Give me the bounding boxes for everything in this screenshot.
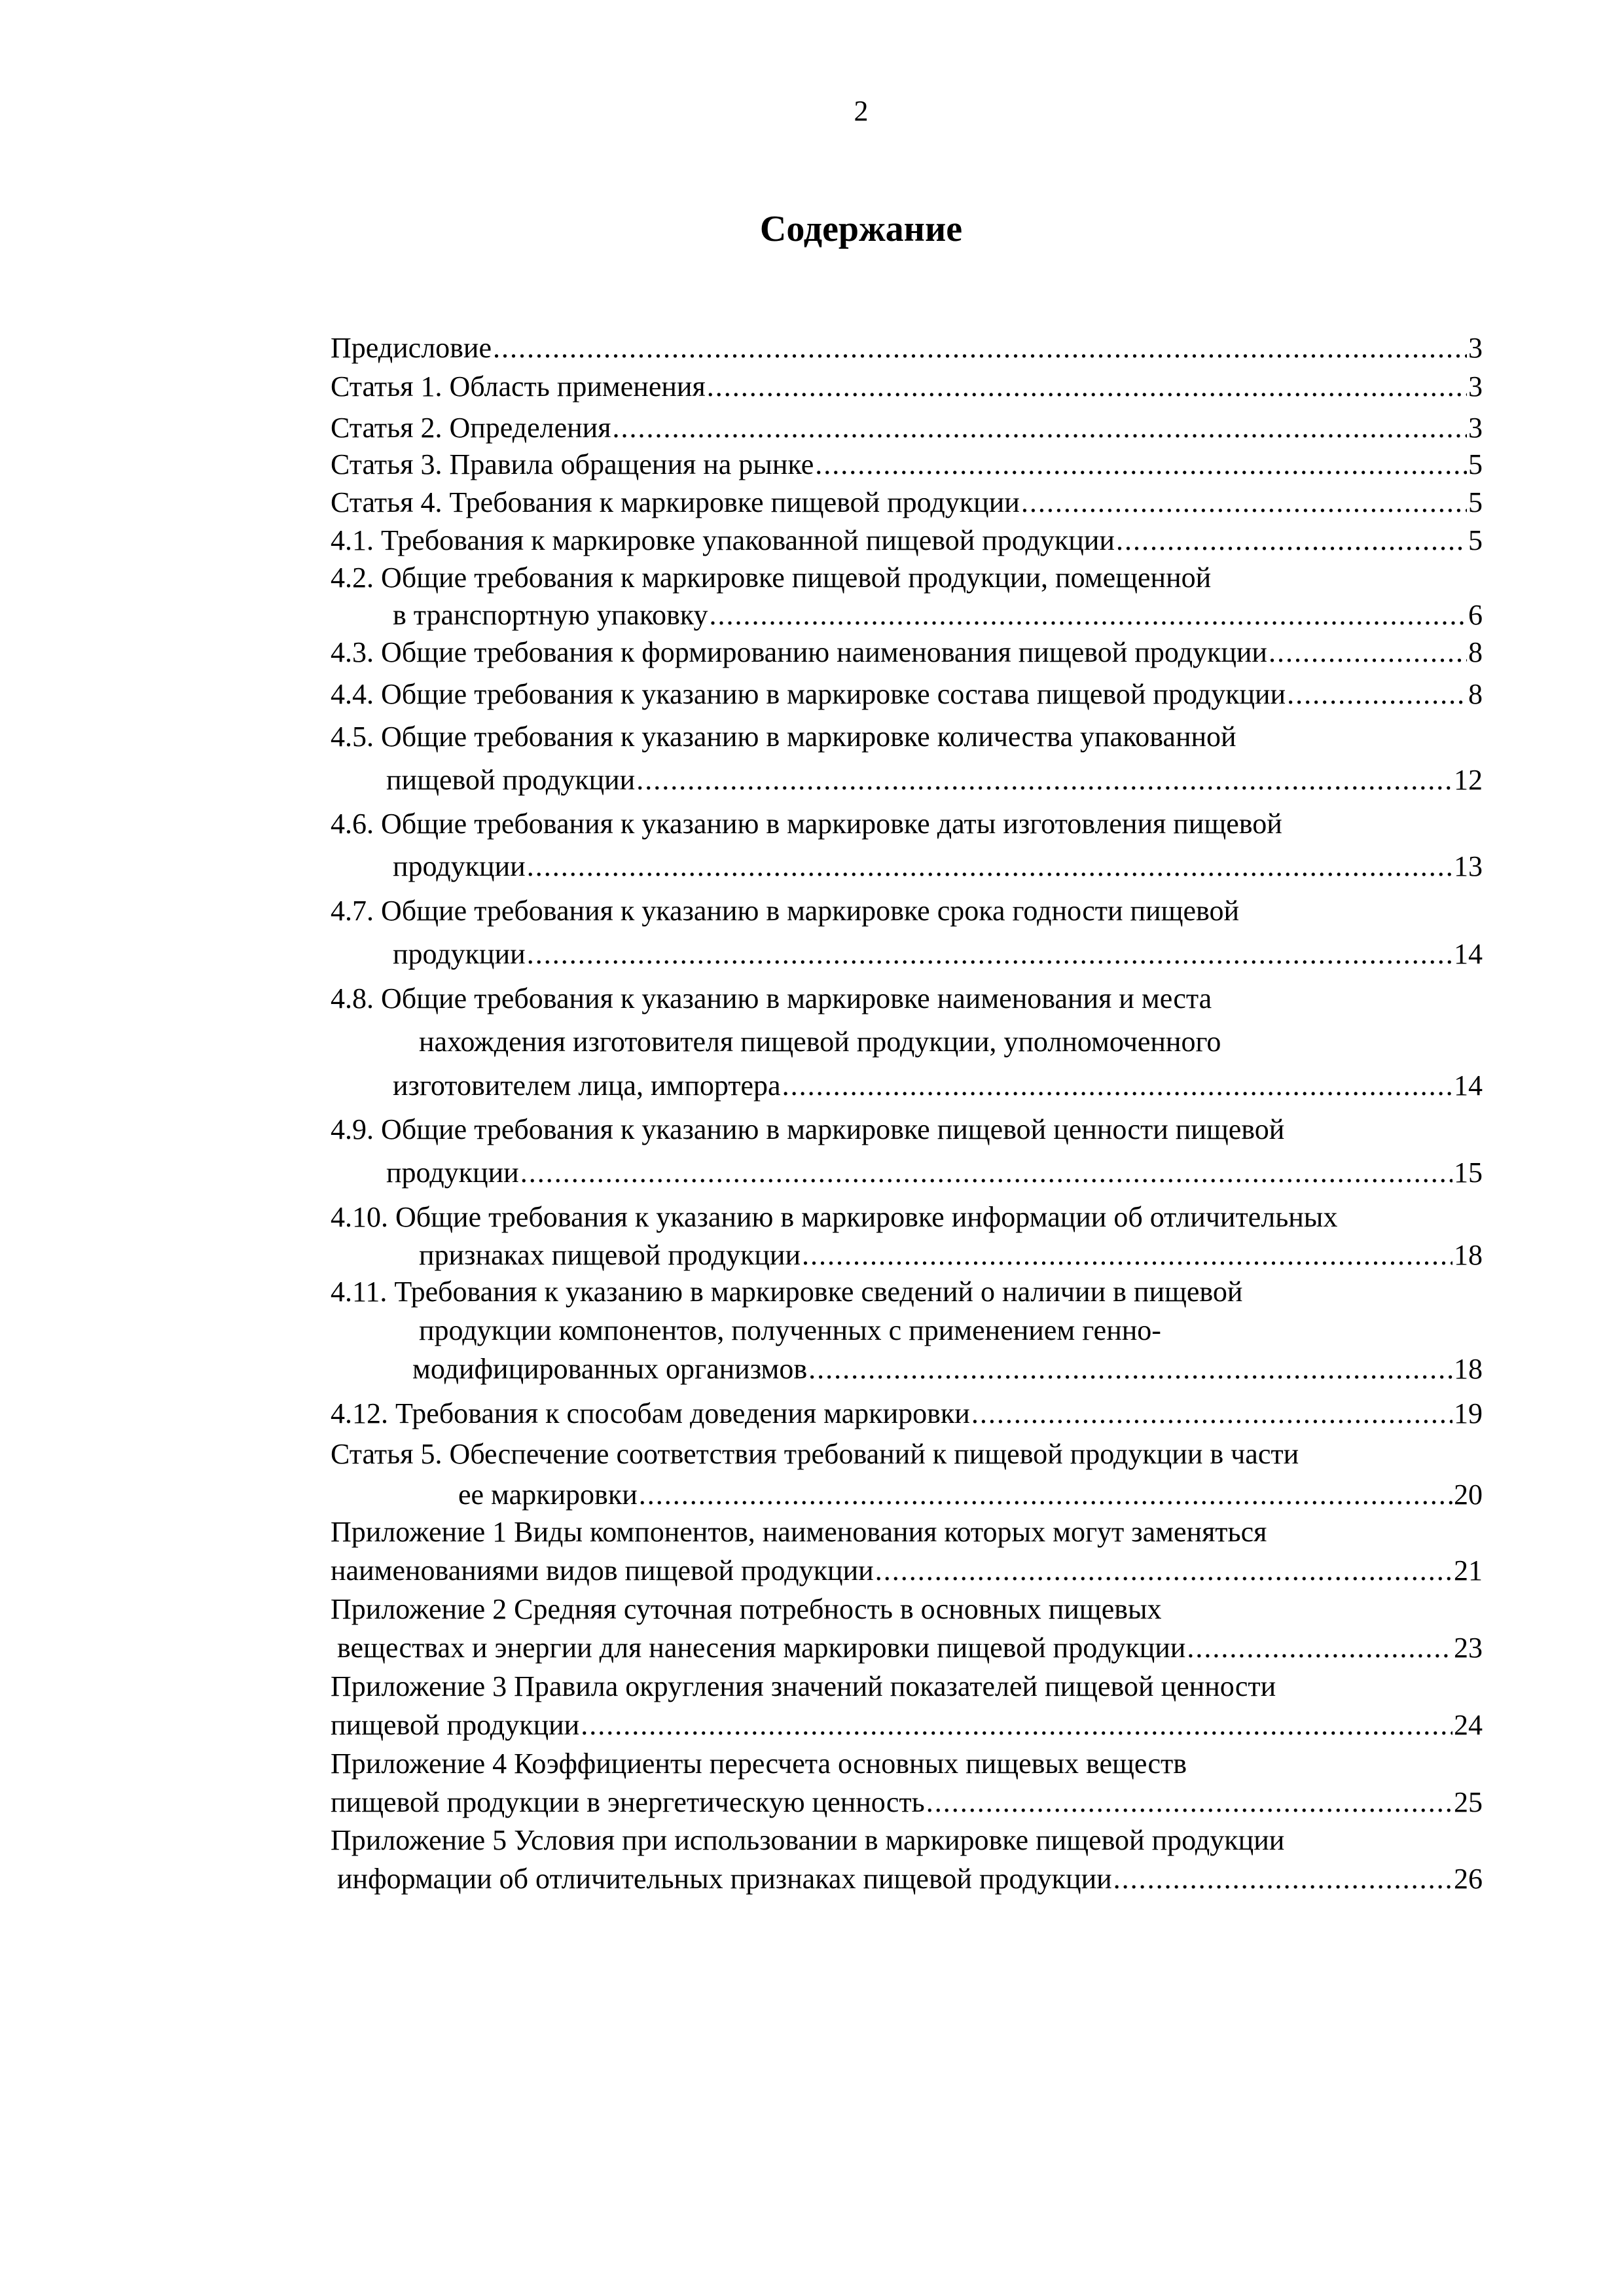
- dot-leader: [1187, 1634, 1453, 1662]
- toc-entry: [393, 940, 1483, 969]
- toc-entry-line: [331, 1595, 1162, 1624]
- toc-entry-title: продукции: [393, 850, 526, 882]
- toc-entry: [331, 372, 1483, 401]
- dot-leader: [1116, 526, 1467, 555]
- toc-page-number: 3: [1468, 412, 1483, 444]
- toc-entry: [331, 638, 1483, 667]
- toc-page-number: 26: [1454, 1863, 1483, 1895]
- toc-entry: [331, 1788, 1483, 1817]
- toc-page-number: 3: [1468, 370, 1483, 403]
- toc-entry-line: [331, 897, 1239, 925]
- toc-entry-title: изготовителем лица, импортера: [393, 1069, 781, 1102]
- toc-entry-title: продукции: [386, 1157, 519, 1189]
- toc-page-number: 3: [1468, 332, 1483, 364]
- dot-leader: [707, 372, 1467, 401]
- toc-entry-line: [331, 1826, 1284, 1855]
- toc-page-number: 19: [1454, 1397, 1483, 1429]
- toc-entry-title: информации об отличительных признаках пищевой продукции: [337, 1863, 1112, 1895]
- toc-entry-title: Статья 2. Определения: [331, 412, 611, 444]
- toc-page-number: 25: [1454, 1786, 1483, 1818]
- toc-entry: [393, 601, 1483, 630]
- toc-page-number: 6: [1468, 599, 1483, 631]
- toc-entry: [331, 1399, 1483, 1428]
- toc-page-number: 5: [1468, 524, 1483, 556]
- toc-entry-line: [331, 564, 1211, 592]
- dot-leader: [1113, 1865, 1453, 1893]
- dot-leader: [639, 1480, 1453, 1509]
- toc-entry-title: Предисловие: [331, 332, 492, 364]
- toc-entry-title: 4.12. Требования к способам доведения маркировки: [331, 1397, 970, 1429]
- toc-entry-title: продукции: [393, 938, 526, 970]
- toc-entry-title: в транспортную упаковку: [393, 599, 708, 631]
- toc-entry-title: Приложение 5 Условия при использовании в маркировке пищевой продукции: [331, 1824, 1285, 1856]
- toc-entry-title: Статья 1. Область применения: [331, 370, 706, 403]
- toc-entry-title: 4.11. Требования к указанию в маркировке сведений о наличии в пищевой: [331, 1276, 1243, 1308]
- toc-entry-title: веществах и энергии для нанесения маркировки пищевой продукции: [337, 1632, 1186, 1664]
- dot-leader: [971, 1399, 1453, 1428]
- dot-leader: [636, 766, 1453, 795]
- toc-entry-line: [419, 1316, 1161, 1345]
- toc-entry: [331, 488, 1483, 517]
- toc-entry-title: 4.5. Общие требования к указанию в маркировке количества упакованной: [331, 721, 1236, 753]
- dot-leader: [612, 414, 1467, 442]
- toc-entry-line: [331, 1115, 1284, 1144]
- toc-entry: [337, 1634, 1483, 1662]
- toc-entry: [331, 1556, 1483, 1585]
- toc-page-number: 14: [1454, 938, 1483, 970]
- toc-entry: [412, 1355, 1483, 1384]
- toc-page-number: 14: [1454, 1069, 1483, 1102]
- dot-leader: [581, 1711, 1453, 1740]
- dot-leader: [527, 852, 1453, 881]
- toc-entry: [331, 526, 1483, 555]
- toc-entry: [386, 1158, 1483, 1187]
- toc-entry-title: пищевой продукции: [386, 764, 636, 796]
- toc-entry: [458, 1480, 1483, 1509]
- dot-leader: [926, 1788, 1453, 1817]
- toc-entry-title: 4.8. Общие требования к указанию в маркировке наименования и места: [331, 982, 1212, 1014]
- toc-entry: [393, 852, 1483, 881]
- toc-entry: [393, 1071, 1483, 1100]
- toc-entry-title: 4.9. Общие требования к указанию в маркировке пищевой ценности пищевой: [331, 1113, 1285, 1145]
- toc-entry-title: 4.6. Общие требования к указанию в маркировке даты изготовления пищевой: [331, 808, 1282, 840]
- toc-title: Содержание: [759, 209, 963, 249]
- toc-entry-title: продукции компонентов, полученных с применением генно-: [419, 1314, 1161, 1346]
- toc-page-number: 5: [1468, 448, 1483, 480]
- toc-entry-title: нахождения изготовителя пищевой продукции, уполномоченного: [419, 1026, 1221, 1058]
- toc-page-number: 8: [1468, 678, 1483, 710]
- toc-entry-title: 4.2. Общие требования к маркировке пищевой продукции, помещенной: [331, 562, 1212, 594]
- toc-entry-line: [331, 1203, 1337, 1232]
- toc-entry-title: пищевой продукции: [331, 1709, 580, 1741]
- dot-leader: [802, 1241, 1453, 1270]
- toc-entry: [337, 1865, 1483, 1893]
- toc-entry-title: ее маркировки: [458, 1479, 638, 1511]
- toc-page-number: 21: [1454, 1554, 1483, 1587]
- toc-page-number: 23: [1454, 1632, 1483, 1664]
- toc-entry-title: 4.10. Общие требования к указанию в маркировке информации об отличительных: [331, 1201, 1338, 1233]
- toc-entry-title: Приложение 3 Правила округления значений показателей пищевой ценности: [331, 1670, 1276, 1702]
- toc-entry-title: 4.3. Общие требования к формированию наименования пищевой продукции: [331, 636, 1267, 668]
- toc-entry-line: [331, 1749, 1187, 1778]
- toc-entry-line: [331, 1278, 1242, 1306]
- toc-entry-title: Приложение 1 Виды компонентов, наименования которых могут заменяться: [331, 1516, 1267, 1548]
- dot-leader: [527, 940, 1453, 969]
- toc-entry-line: [419, 1028, 1221, 1056]
- toc-entry: [331, 334, 1483, 363]
- toc-entry: [331, 1711, 1483, 1740]
- toc-entry-title: Статья 4. Требования к маркировке пищевой продукции: [331, 486, 1020, 518]
- toc-entry: [331, 680, 1483, 709]
- dot-leader: [875, 1556, 1453, 1585]
- toc-entry-title: признаках пищевой продукции: [419, 1239, 801, 1271]
- toc-entry-title: Статья 3. Правила обращения на рынке: [331, 448, 814, 480]
- dot-leader: [493, 334, 1467, 363]
- toc-entry: [386, 766, 1483, 795]
- toc-entry-title: Приложение 4 Коэффициенты пересчета основных пищевых веществ: [331, 1748, 1187, 1780]
- dot-leader: [1269, 638, 1467, 667]
- toc-entry: [419, 1241, 1483, 1270]
- toc-entry-line: [331, 1518, 1267, 1547]
- toc-entry: [331, 414, 1483, 442]
- dot-leader: [808, 1355, 1453, 1384]
- dot-leader: [1287, 680, 1467, 709]
- toc-entry-title: Статья 5. Обеспечение соответствия требований к пищевой продукции в части: [331, 1438, 1299, 1470]
- toc-entry-title: пищевой продукции в энергетическую ценность: [331, 1786, 925, 1818]
- toc-entry-title: 4.4. Общие требования к указанию в маркировке состава пищевой продукции: [331, 678, 1286, 710]
- toc-entry-title: 4.1. Требования к маркировке упакованной пищевой продукции: [331, 524, 1115, 556]
- toc-page-number: 15: [1454, 1157, 1483, 1189]
- toc-page-number: 8: [1468, 636, 1483, 668]
- toc-entry: [331, 450, 1483, 479]
- toc-entry-line: [331, 1672, 1276, 1701]
- toc-page-number: 13: [1454, 850, 1483, 882]
- toc-page-number: 18: [1454, 1239, 1483, 1271]
- toc-page-number: 18: [1454, 1353, 1483, 1385]
- toc-page-number: 5: [1468, 486, 1483, 518]
- toc-entry-title: Приложение 2 Средняя суточная потребность в основных пищевых: [331, 1593, 1162, 1625]
- toc-page-number: 12: [1454, 764, 1483, 796]
- toc-entry-line: [331, 1440, 1299, 1469]
- toc-entry-line: [331, 810, 1282, 838]
- toc-page-number: 24: [1454, 1709, 1483, 1741]
- toc-entry-title: модифицированных организмов: [412, 1353, 808, 1385]
- dot-leader: [1021, 488, 1467, 517]
- dot-leader: [782, 1071, 1453, 1100]
- toc-entry-line: [331, 723, 1236, 751]
- page-number: 2: [854, 95, 869, 127]
- toc-page-number: 20: [1454, 1479, 1483, 1511]
- toc-entry-title: 4.7. Общие требования к указанию в маркировке срока годности пищевой: [331, 895, 1240, 927]
- dot-leader: [815, 450, 1467, 479]
- dot-leader: [710, 601, 1467, 630]
- toc-entry-title: наименованиями видов пищевой продукции: [331, 1554, 874, 1587]
- dot-leader: [520, 1158, 1453, 1187]
- toc-entry-line: [331, 984, 1212, 1013]
